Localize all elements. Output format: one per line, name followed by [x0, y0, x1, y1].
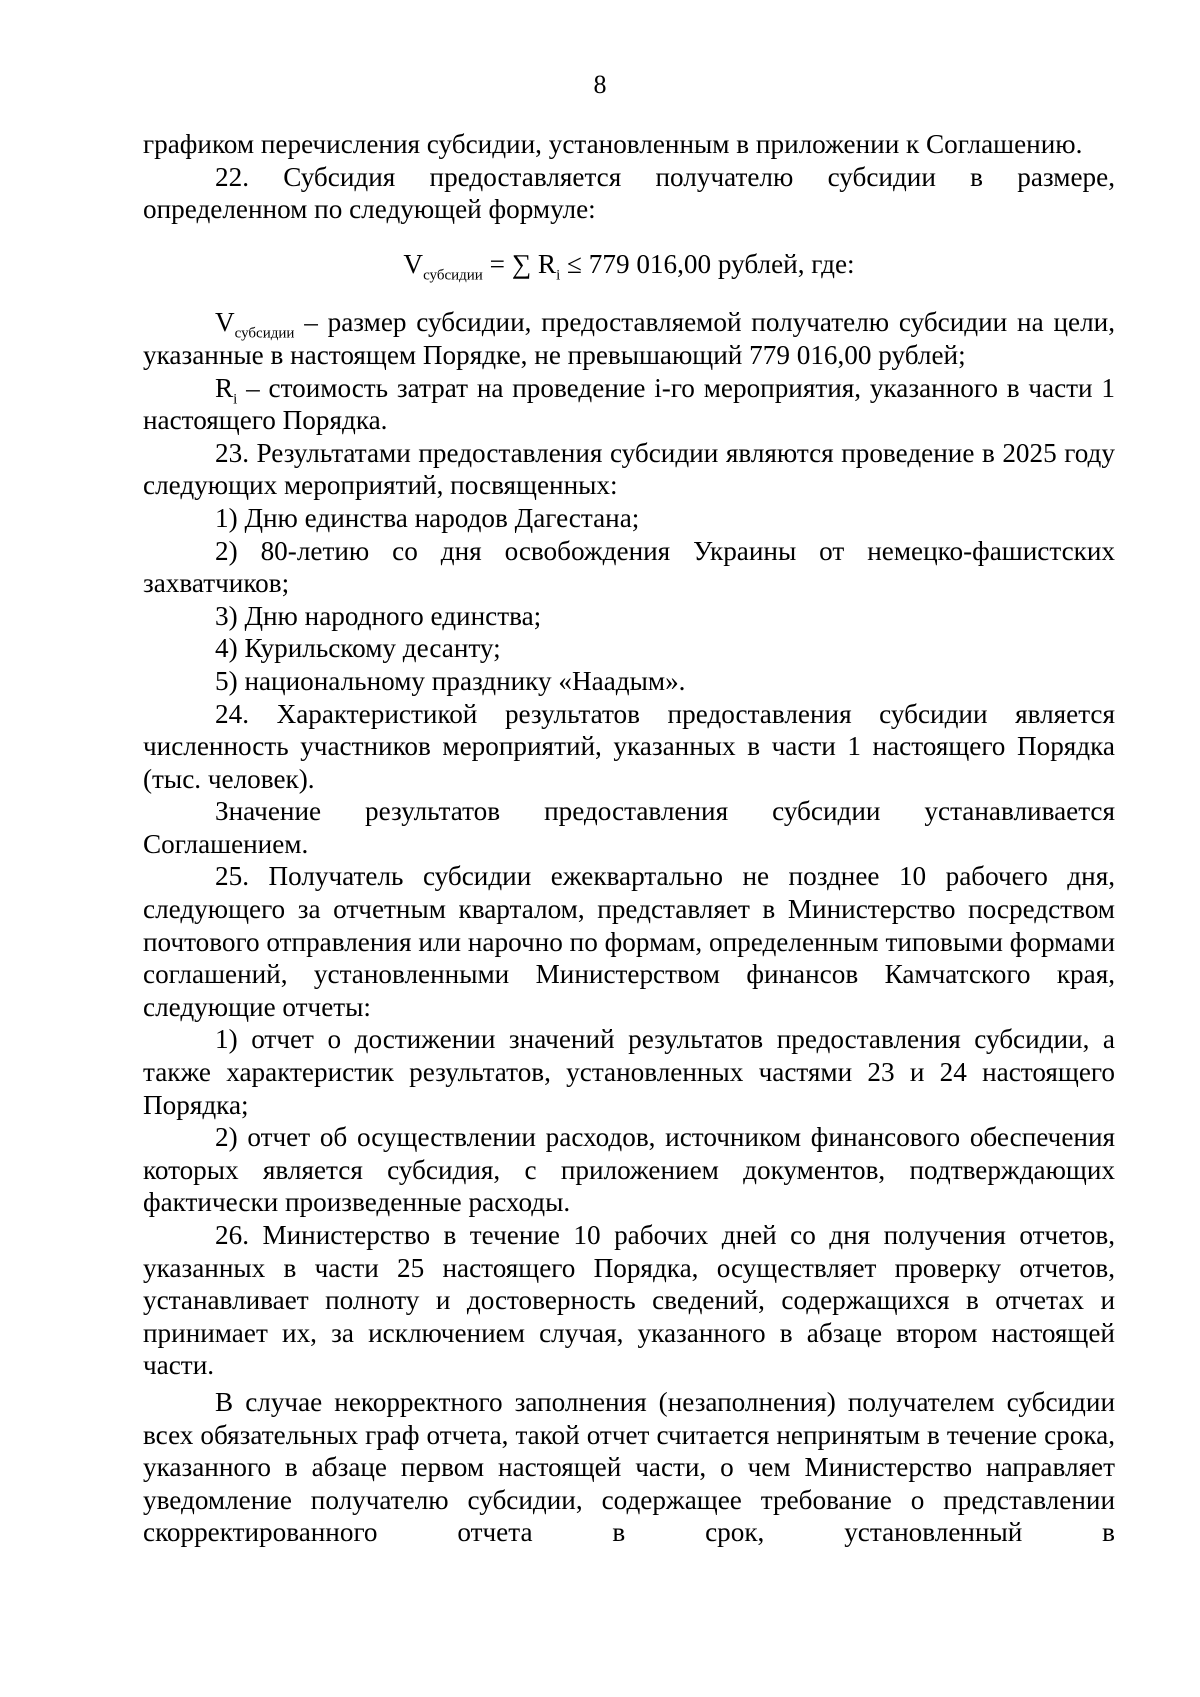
- definition-v-text: – размер субсидии, предоставляемой получателю субсидии на цели, указанные в настоящем Порядке, не превышающий 779 016,00 рублей;: [143, 307, 1115, 370]
- paragraph-25: 25. Получатель субсидии ежеквартально не позднее 10 рабочего дня, следующего за отчетным кварталом, представляет в Министерство посредством почтового отправления или нарочно по формам, определенным типовыми формами соглашений, установленными Министерством финансов Камчатского края, следующие отчеты:: [143, 861, 1115, 1022]
- list-item: 4) Курильскому десанту;: [215, 633, 501, 664]
- list-item: 2) отчет об осуществлении расходов, источником финансового обеспечения которых является субсидия, с приложением документов, подтверждающих фактически произведенные расходы.: [143, 1122, 1115, 1218]
- list-item: 2) 80-летию со дня освобождения Украины от немецко-фашистских захватчиков;: [143, 535, 1115, 599]
- paragraph-22: 22. Субсидия предоставляется получателю субсидии в размере, определенном по следующей формуле:: [143, 161, 1115, 225]
- definition-r-symbol: R: [215, 372, 234, 403]
- formula-v-subscript: субсидии: [423, 267, 483, 284]
- list-item: 3) Дню народного единства;: [215, 600, 542, 631]
- paragraph-24: 24. Характеристикой результатов предоставления субсидии является численность участников мероприятий, указанных в части 1 настоящего Порядка (тыс. человек).: [143, 698, 1115, 794]
- paragraph-26-second: В случае некорректного заполнения (незаполнения) получателем субсидии всех обязательных граф отчета, такой отчет считается непринятым в течение срока, указанного в абзаце первом настоящей части, о чем Министерство направляет уведомление получателю субсидии, содержащее требование о представлении скорректированного отчета в срок, установленный в: [143, 1386, 1115, 1548]
- definition-v-subscript: субсидии: [234, 325, 295, 342]
- definition-r-subscript: i: [233, 391, 238, 407]
- definition-r: [143, 372, 1115, 437]
- paragraph-24-value: Значение результатов предоставления субсидии устанавливается Соглашением.: [143, 796, 1115, 859]
- list-item: 1) Дню единства народов Дагестана;: [215, 502, 640, 533]
- paragraph-26: 26. Министерство в течение 10 рабочих дней со дня получения отчетов, указанных в части 25 настоящего Порядка, осуществляет проверку отчетов, устанавливает полноту и достоверность сведений, содержащихся в отчетах и принимает их, за исключением случая, указанного в абзаце втором настоящей части.: [143, 1220, 1115, 1381]
- definition-r-text: – стоимость затрат на проведение i-го мероприятия, указанного в части 1 настоящего Порядка.: [143, 372, 1115, 436]
- list-item: 5) национальному празднику «Наадым».: [215, 665, 686, 696]
- definition-v-symbol: V: [215, 307, 235, 338]
- formula-r-subscript: i: [556, 267, 561, 284]
- page-number: 8: [593, 70, 607, 99]
- paragraph-continuation: графиком перечисления субсидии, установленным в приложении к Соглашению.: [143, 129, 1083, 159]
- document-body: [143, 128, 1115, 1549]
- subsidy-formula: [143, 248, 1115, 284]
- definition-v: [143, 306, 1115, 371]
- formula-sum: = ∑ R: [482, 248, 557, 279]
- list-item: 1) отчет о достижении значений результатов предоставления субсидии, а также характеристик результатов, установленных частями 23 и 24 настоящего Порядка;: [143, 1024, 1115, 1120]
- paragraph-23: 23. Результатами предоставления субсидии являются проведение в 2025 году следующих мероприятий, посвященных:: [143, 437, 1115, 501]
- formula-v: V: [403, 248, 424, 279]
- formula-tail: ≤ 779 016,00 рублей, где:: [560, 248, 855, 279]
